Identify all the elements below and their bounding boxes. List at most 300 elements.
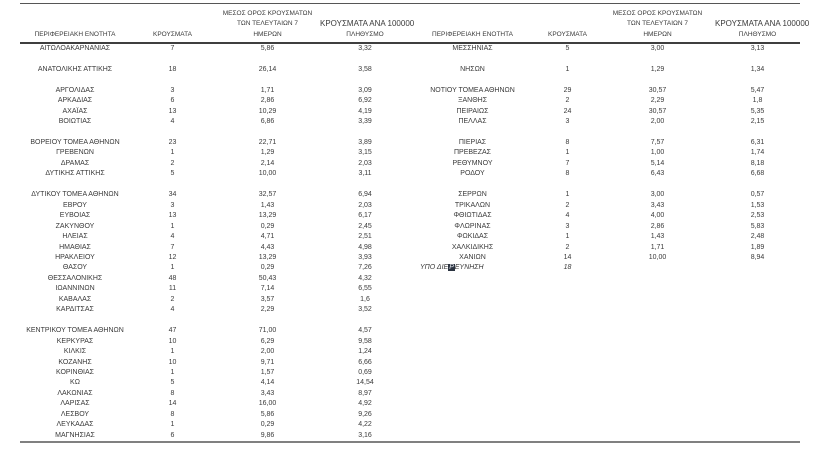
right-cases-cell xyxy=(535,274,600,284)
right-avg7-cell xyxy=(600,75,715,85)
left-per100k-cell: 2,03 xyxy=(358,201,372,209)
right-region-cell: ΧΑΛΚΙΔΙΚΗΣ xyxy=(451,243,494,251)
left-region-cell: ΚΙΛΚΙΣ xyxy=(63,348,87,356)
left-avg7-cell xyxy=(215,316,320,326)
left-region-cell: ΜΑΓΝΗΣΙΑΣ xyxy=(55,431,95,439)
right-region-cell xyxy=(410,295,535,305)
left-cases-cell: 6 xyxy=(170,431,175,439)
right-avg7-cell: 1,71 xyxy=(650,243,665,251)
header-avg7-line2: ΤΩΝ ΤΕΛΕΥΤΑΙΩΝ 7 xyxy=(626,20,689,28)
left-region-cell: ΛΑΡΙΣΑΣ xyxy=(60,400,90,408)
left-region-cell: ΔΥΤΙΚΟΥ ΤΟΜΕΑ ΑΘΗΝΩΝ xyxy=(31,191,119,199)
left-cases-cell: 13 xyxy=(168,212,177,220)
left-avg7-cell: 10,29 xyxy=(258,107,277,115)
left-cases-cell: 4 xyxy=(170,233,175,241)
right-avg7-cell: 2,86 xyxy=(650,222,665,230)
left-per100k-cell xyxy=(320,128,410,138)
right-region-cell xyxy=(410,305,535,315)
left-cases-cell: 1 xyxy=(170,348,175,356)
right-cases-cell: 18 xyxy=(563,264,572,272)
left-per100k-cell: 4,98 xyxy=(358,243,372,251)
left-avg7-cell: 2,00 xyxy=(260,348,275,356)
left-region-cell: ΘΑΣΟΥ xyxy=(62,264,88,272)
left-per100k-cell: 3,39 xyxy=(358,118,372,126)
left-region-cell: ΓΡΕΒΕΝΩΝ xyxy=(56,149,94,157)
left-per100k-cell: 3,52 xyxy=(358,306,372,314)
header-avg7-line2: ΤΩΝ ΤΕΛΕΥΤΑΙΩΝ 7 xyxy=(236,20,299,28)
right-avg7-cell: 30,57 xyxy=(648,86,667,94)
table-row xyxy=(20,65,800,75)
left-cases-cell: 13 xyxy=(168,107,177,115)
right-cases-cell: 2 xyxy=(565,243,570,251)
right-cases-cell xyxy=(535,431,600,442)
right-region-cell xyxy=(410,347,535,357)
table-row xyxy=(20,107,800,117)
left-avg7-cell: 6,86 xyxy=(260,118,275,126)
left-region-cell: ΚΕΝΤΡΙΚΟΥ ΤΟΜΕΑ ΑΘΗΝΩΝ xyxy=(26,327,124,335)
right-avg7-cell xyxy=(600,410,715,420)
right-cases-cell xyxy=(535,75,600,85)
left-avg7-cell: 13,29 xyxy=(258,254,277,261)
right-cases-cell: 1 xyxy=(565,191,570,199)
right-cases-cell xyxy=(535,316,600,326)
right-cases-cell xyxy=(535,295,600,305)
left-avg7-cell: 2,29 xyxy=(260,306,275,314)
left-avg7-cell: 32,57 xyxy=(258,191,277,199)
left-avg7-cell: 3,43 xyxy=(260,389,275,397)
left-cases-cell: 7 xyxy=(170,243,175,251)
right-per100k-cell: 2,48 xyxy=(750,233,765,241)
right-per100k-cell xyxy=(715,295,800,305)
right-avg7-cell xyxy=(600,431,715,442)
table-row xyxy=(20,410,800,420)
right-per100k-cell xyxy=(715,326,800,336)
table-row xyxy=(20,54,800,64)
right-region-cell: ΦΛΩΡΙΝΑΣ xyxy=(454,222,491,230)
left-avg7-cell: 16,00 xyxy=(258,400,277,408)
header-per100k-line2: ΠΛΗΘΥΣΜΟ xyxy=(738,30,777,38)
left-per100k-cell xyxy=(320,75,410,85)
right-per100k-cell: 1,8 xyxy=(752,97,763,105)
left-region-cell: ΚΑΒΑΛΑΣ xyxy=(58,295,92,303)
table-row xyxy=(20,148,800,158)
right-region-cell: ΦΩΚΙΔΑΣ xyxy=(456,233,489,241)
table-row xyxy=(20,211,800,221)
right-cases-cell xyxy=(535,399,600,409)
table-row xyxy=(20,368,800,378)
left-avg7-cell: 1,43 xyxy=(260,201,275,209)
left-avg7-cell: 5,86 xyxy=(260,45,275,52)
right-cases-cell: 2 xyxy=(565,97,570,105)
left-per100k-cell: 4,19 xyxy=(358,107,372,115)
right-per100k-cell xyxy=(715,75,800,85)
table-row xyxy=(20,96,800,106)
left-per100k-cell: 2,03 xyxy=(358,159,372,167)
right-avg7-cell: 1,29 xyxy=(650,65,665,73)
left-region-cell: ΘΕΣΣΑΛΟΝΙΚΗΣ xyxy=(47,274,103,282)
left-per100k-cell: 14,54 xyxy=(356,379,374,387)
right-region-cell xyxy=(410,274,535,284)
left-per100k-cell: 9,58 xyxy=(358,337,372,345)
right-cases-cell xyxy=(535,378,600,388)
table-row xyxy=(20,253,800,263)
left-region-cell: ΗΛΕΙΑΣ xyxy=(62,233,88,241)
right-region-cell: ΠΙΕΡΙΑΣ xyxy=(458,139,487,147)
left-avg7-cell: 5,86 xyxy=(260,410,275,418)
right-cases-cell: 5 xyxy=(565,45,570,52)
right-per100k-cell xyxy=(715,368,800,378)
right-region-cell xyxy=(410,431,535,442)
left-cases-cell: 1 xyxy=(170,368,175,376)
table-row xyxy=(20,263,800,273)
left-avg7-cell xyxy=(215,54,320,64)
left-per100k-cell: 6,55 xyxy=(358,285,372,293)
right-cases-cell xyxy=(535,128,600,138)
header-cases-right xyxy=(535,4,600,44)
right-cases-cell: 14 xyxy=(563,254,572,261)
left-cases-cell: 12 xyxy=(168,254,177,261)
right-per100k-cell xyxy=(715,54,800,64)
left-region-cell: ΛΕΣΒΟΥ xyxy=(60,410,90,418)
right-region-cell: ΝΗΣΩΝ xyxy=(460,65,485,73)
right-avg7-cell: 3,00 xyxy=(650,45,665,52)
right-avg7-cell xyxy=(600,399,715,409)
table-row xyxy=(20,43,800,54)
left-cases-cell: 5 xyxy=(170,170,175,178)
right-cases-cell xyxy=(535,368,600,378)
left-avg7-cell: 0,29 xyxy=(260,264,275,272)
right-avg7-cell xyxy=(600,128,715,138)
table-row xyxy=(20,243,800,253)
table-row xyxy=(20,117,800,127)
left-avg7-cell: 50,43 xyxy=(258,274,277,282)
right-region-cell xyxy=(410,180,535,190)
table-row xyxy=(20,232,800,242)
right-cases-cell xyxy=(535,54,600,64)
left-per100k-cell: 3,16 xyxy=(358,431,372,439)
right-per100k-cell: 3,13 xyxy=(750,45,765,52)
right-region-cell: ΠΕΙΡΑΙΩΣ xyxy=(456,107,489,115)
left-region-cell xyxy=(20,75,130,85)
table-row xyxy=(20,138,800,148)
left-per100k-cell xyxy=(320,316,410,326)
left-cases-cell: 10 xyxy=(168,358,177,366)
table-row xyxy=(20,159,800,169)
right-avg7-cell xyxy=(600,305,715,315)
table-row xyxy=(20,190,800,200)
right-per100k-cell: 8,18 xyxy=(750,159,765,167)
table-row xyxy=(20,274,800,284)
right-cases-cell: 1 xyxy=(565,233,570,241)
left-avg7-cell: 9,71 xyxy=(260,358,275,366)
right-per100k-cell xyxy=(715,263,800,273)
left-avg7-cell: 1,29 xyxy=(260,149,275,157)
left-region-cell: ΙΩΑΝΝΙΝΩΝ xyxy=(55,285,95,293)
left-avg7-cell: 9,86 xyxy=(260,431,275,439)
header-avg7-line3: ΗΜΕΡΩΝ xyxy=(643,30,672,38)
table-row xyxy=(20,337,800,347)
right-per100k-cell xyxy=(715,128,800,138)
right-cases-cell: 3 xyxy=(565,222,570,230)
right-cases-cell xyxy=(535,358,600,368)
right-region-cell: ΥΠΟ ΔΙΕΡΕΥΝΗΣΗ xyxy=(420,264,484,272)
left-cases-cell: 1 xyxy=(170,149,175,157)
right-cases-cell: 24 xyxy=(563,107,572,115)
right-per100k-cell xyxy=(715,305,800,315)
right-avg7-cell: 7,57 xyxy=(650,139,665,147)
table-row xyxy=(20,169,800,179)
left-region-cell: ΑΡΓΟΛΙΔΑΣ xyxy=(55,86,95,94)
left-cases-cell: 23 xyxy=(168,139,177,147)
left-per100k-cell: 6,92 xyxy=(358,97,372,105)
left-region-cell: ΚΟΡΙΝΘΙΑΣ xyxy=(56,368,94,376)
right-per100k-cell xyxy=(715,399,800,409)
header-per100k-line1: ΚΡΟΥΣΜΑΤΑ ΑΝΑ 100000 xyxy=(715,19,810,29)
right-region-cell: ΜΕΣΣΗΝΙΑΣ xyxy=(452,45,493,52)
right-cases-cell: 1 xyxy=(565,149,570,157)
left-region-cell: ΑΝΑΤΟΛΙΚΗΣ ΑΤΤΙΚΗΣ xyxy=(37,65,113,73)
table-row xyxy=(20,86,800,96)
left-region-cell: ΑΙΤΩΛΟΑΚΑΡΝΑΝΙΑΣ xyxy=(39,45,111,52)
right-per100k-cell xyxy=(715,284,800,294)
left-avg7-cell: 2,86 xyxy=(260,97,275,105)
left-avg7-cell: 2,14 xyxy=(260,159,275,167)
right-per100k-cell: 1,89 xyxy=(750,243,765,251)
left-region-cell: ΚΑΡΔΙΤΣΑΣ xyxy=(56,306,94,314)
table-row xyxy=(20,75,800,85)
left-avg7-cell: 3,57 xyxy=(260,295,275,303)
left-avg7-cell: 0,29 xyxy=(260,222,275,230)
header-region-left xyxy=(20,4,130,44)
right-cases-cell xyxy=(535,305,600,315)
right-per100k-cell: 8,94 xyxy=(750,254,765,261)
left-cases-cell xyxy=(130,180,215,190)
right-region-cell: ΠΕΛΛΑΣ xyxy=(458,118,487,126)
left-per100k-cell: 0,69 xyxy=(358,368,372,376)
right-per100k-cell xyxy=(715,316,800,326)
left-avg7-cell: 6,29 xyxy=(260,337,275,345)
right-per100k-cell: 6,31 xyxy=(750,139,765,147)
right-cases-cell: 3 xyxy=(565,118,570,126)
left-per100k-cell xyxy=(320,180,410,190)
left-region-cell: ΔΥΤΙΚΗΣ ΑΤΤΙΚΗΣ xyxy=(45,170,105,178)
right-region-cell: ΦΘΙΩΤΙΔΑΣ xyxy=(453,212,492,220)
right-avg7-cell xyxy=(600,368,715,378)
left-per100k-cell: 3,09 xyxy=(358,86,372,94)
right-avg7-cell xyxy=(600,316,715,326)
left-cases-cell: 7 xyxy=(170,45,175,52)
right-avg7-cell: 30,57 xyxy=(648,107,667,115)
left-per100k-cell: 6,17 xyxy=(358,212,372,220)
right-region-cell xyxy=(410,358,535,368)
left-cases-cell: 14 xyxy=(168,400,177,408)
left-avg7-cell xyxy=(215,75,320,85)
left-region-cell: ΚΩ xyxy=(70,379,80,387)
left-per100k-cell: 4,22 xyxy=(358,421,372,429)
left-per100k-cell: 3,15 xyxy=(358,149,372,157)
table-row xyxy=(20,389,800,399)
header-cases-left xyxy=(130,4,215,44)
right-region-cell xyxy=(410,399,535,409)
header-avg7-line1: ΜΕΣΟΣ ΟΡΟΣ ΚΡΟΥΣΜΑΤΩΝ xyxy=(222,10,313,18)
left-region-cell xyxy=(20,128,130,138)
right-cases-cell xyxy=(535,284,600,294)
left-avg7-cell xyxy=(215,128,320,138)
right-per100k-cell xyxy=(715,347,800,357)
right-avg7-cell: 3,43 xyxy=(650,201,665,209)
right-cases-cell: 4 xyxy=(565,212,570,220)
right-per100k-cell xyxy=(715,378,800,388)
right-cases-cell: 1 xyxy=(565,65,570,73)
right-region-cell xyxy=(410,128,535,138)
right-region-cell: ΡΟΔΟΥ xyxy=(460,170,485,178)
table-row xyxy=(20,399,800,409)
table-row xyxy=(20,358,800,368)
right-cases-cell: 7 xyxy=(565,159,570,167)
left-avg7-cell: 13,29 xyxy=(258,212,277,220)
left-cases-cell xyxy=(130,128,215,138)
right-per100k-cell: 6,68 xyxy=(750,170,765,178)
right-avg7-cell: 2,00 xyxy=(650,118,665,126)
left-region-cell xyxy=(20,316,130,326)
right-per100k-cell xyxy=(715,389,800,399)
left-per100k-cell: 3,93 xyxy=(358,254,372,261)
right-per100k-cell: 5,35 xyxy=(750,107,765,115)
right-avg7-cell xyxy=(600,389,715,399)
left-cases-cell: 34 xyxy=(168,191,177,199)
right-region-cell: ΤΡΙΚΑΛΩΝ xyxy=(454,201,491,209)
right-per100k-cell: 2,53 xyxy=(750,212,765,220)
right-avg7-cell: 2,29 xyxy=(650,97,665,105)
left-avg7-cell: 1,57 xyxy=(260,368,275,376)
left-cases-cell: 1 xyxy=(170,222,175,230)
right-cases-cell: 29 xyxy=(563,86,572,94)
table-row xyxy=(20,180,800,190)
left-avg7-cell: 1,71 xyxy=(260,86,275,94)
left-per100k-cell xyxy=(320,54,410,64)
right-avg7-cell xyxy=(600,347,715,357)
right-per100k-cell xyxy=(715,358,800,368)
right-cases-cell: 8 xyxy=(565,170,570,178)
left-cases-cell: 4 xyxy=(170,118,175,126)
left-per100k-cell: 3,89 xyxy=(358,139,372,147)
right-avg7-cell xyxy=(600,284,715,294)
left-cases-cell: 48 xyxy=(168,274,177,282)
right-region-cell xyxy=(410,316,535,326)
header-region-label: ΠΕΡΙΦΕΡΕΙΑΚΗ ΕΝΟΤΗΤΑ xyxy=(34,30,116,38)
left-avg7-cell: 4,43 xyxy=(260,243,275,251)
right-region-cell: ΞΑΝΘΗΣ xyxy=(457,97,488,105)
left-region-cell: ΕΥΒΟΙΑΣ xyxy=(59,212,91,220)
right-region-cell xyxy=(410,410,535,420)
table-row xyxy=(20,284,800,294)
left-region-cell: ΑΧΑΪΑΣ xyxy=(62,107,88,115)
left-cases-cell: 2 xyxy=(170,295,175,303)
right-per100k-cell xyxy=(715,420,800,430)
left-avg7-cell: 26,14 xyxy=(258,65,277,73)
header-avg7-line3: ΗΜΕΡΩΝ xyxy=(253,30,282,38)
right-per100k-cell: 0,57 xyxy=(750,191,765,199)
right-per100k-cell xyxy=(715,180,800,190)
right-region-cell: ΡΕΘΥΜΝΟΥ xyxy=(452,159,493,167)
header-per100k-line2: ΠΛΗΘΥΣΜΟ xyxy=(346,30,384,38)
left-cases-cell xyxy=(130,75,215,85)
right-per100k-cell: 1,34 xyxy=(750,65,765,73)
header-per100k-left xyxy=(320,4,415,44)
left-cases-cell: 1 xyxy=(170,421,175,429)
left-region-cell: ΖΑΚΥΝΘΟΥ xyxy=(55,222,95,230)
left-region-cell: ΛΑΚΩΝΙΑΣ xyxy=(57,389,93,397)
right-per100k-cell xyxy=(715,274,800,284)
header-cases-label: ΚΡΟΥΣΜΑΤΑ xyxy=(548,30,587,38)
right-region-cell xyxy=(410,420,535,430)
left-region-cell xyxy=(20,180,130,190)
right-region-cell xyxy=(410,326,535,336)
right-per100k-cell: 5,83 xyxy=(750,222,765,230)
left-avg7-cell: 10,00 xyxy=(258,170,277,178)
right-avg7-cell: 1,00 xyxy=(650,149,665,157)
left-region-cell: ΗΡΑΚΛΕΙΟΥ xyxy=(55,254,95,261)
table-header xyxy=(20,4,810,44)
table-row xyxy=(20,305,800,315)
left-cases-cell: 5 xyxy=(170,379,175,387)
right-cases-cell xyxy=(535,347,600,357)
table-row xyxy=(20,128,800,138)
left-region-cell: ΒΟΙΩΤΙΑΣ xyxy=(58,118,92,126)
left-per100k-cell: 3,32 xyxy=(358,45,372,52)
left-region-cell: ΚΟΖΑΝΗΣ xyxy=(58,358,92,366)
right-avg7-cell xyxy=(600,420,715,430)
right-region-cell xyxy=(410,54,535,64)
right-region-cell xyxy=(410,284,535,294)
right-per100k-cell xyxy=(715,337,800,347)
left-region-cell: ΛΕΥΚΑΔΑΣ xyxy=(56,421,94,429)
left-cases-cell: 1 xyxy=(170,264,175,272)
right-cases-cell xyxy=(535,337,600,347)
left-per100k-cell: 9,26 xyxy=(358,410,372,418)
header-avg7-left xyxy=(215,4,320,44)
left-cases-cell xyxy=(130,316,215,326)
right-cases-cell: 8 xyxy=(565,139,570,147)
left-per100k-cell: 8,97 xyxy=(358,389,372,397)
table-body xyxy=(20,43,800,442)
right-region-cell xyxy=(410,75,535,85)
left-region-cell xyxy=(20,54,130,64)
left-avg7-cell: 71,00 xyxy=(258,327,277,335)
right-per100k-cell xyxy=(715,410,800,420)
right-region-cell xyxy=(410,389,535,399)
right-per100k-cell: 5,47 xyxy=(750,86,765,94)
right-per100k-cell: 1,74 xyxy=(750,149,765,157)
highlighted-char: Ρ xyxy=(449,264,454,272)
right-cases-cell xyxy=(535,410,600,420)
left-per100k-cell: 6,66 xyxy=(358,358,372,366)
left-cases-cell: 18 xyxy=(168,65,177,73)
left-avg7-cell: 7,14 xyxy=(260,285,275,293)
header-per100k-line1: ΚΡΟΥΣΜΑΤΑ ΑΝΑ 100000 xyxy=(320,19,415,29)
right-avg7-cell: 10,00 xyxy=(648,254,667,261)
cases-table xyxy=(20,3,810,443)
right-avg7-cell: 3,00 xyxy=(650,191,665,199)
right-avg7-cell xyxy=(600,180,715,190)
header-cases-label: ΚΡΟΥΣΜΑΤΑ xyxy=(153,30,192,38)
right-cases-cell xyxy=(535,420,600,430)
left-cases-cell xyxy=(130,54,215,64)
left-avg7-cell xyxy=(215,180,320,190)
table-row xyxy=(20,378,800,388)
right-region-cell: ΣΕΡΡΩΝ xyxy=(458,191,487,199)
table-row xyxy=(20,347,800,357)
